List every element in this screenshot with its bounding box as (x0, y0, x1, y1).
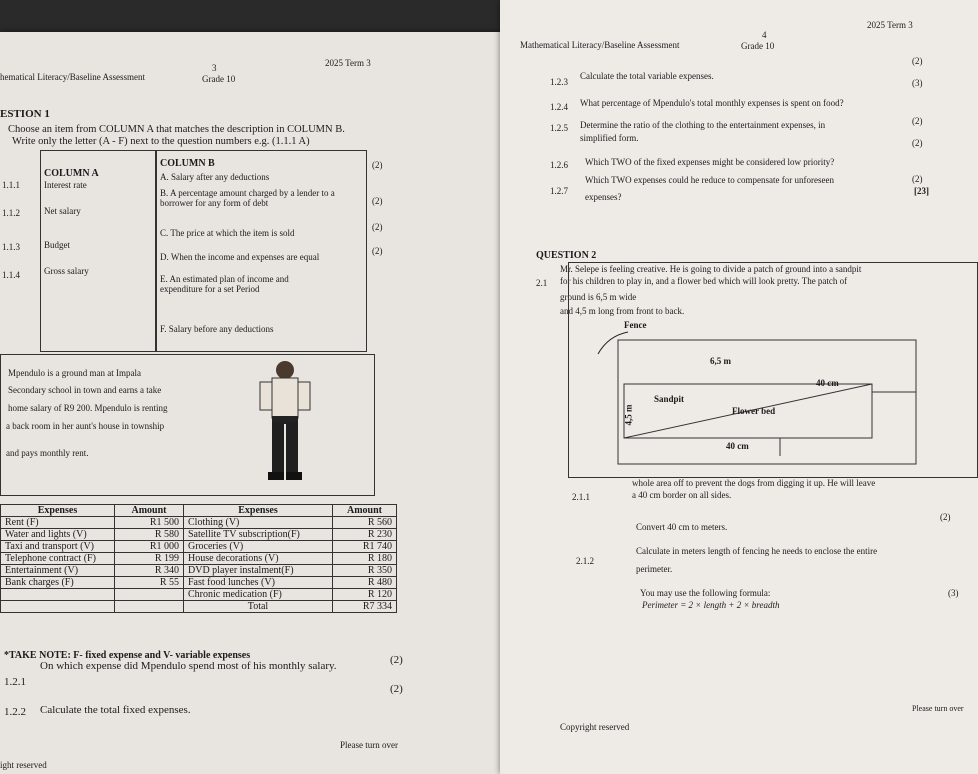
q114-marks: (2) (372, 246, 383, 256)
q126-number: 1.2.6 (550, 160, 568, 170)
q127-text: Which TWO expenses could he reduce to compensate for unforeseen (585, 175, 834, 185)
fence-label: Fence (624, 320, 647, 330)
total-value: R7 334 (333, 601, 397, 613)
expenses-header-left: Expenses (1, 505, 115, 517)
expense-groceries: Groceries (V) (184, 541, 333, 553)
left-footer-copyright: ight reserved (0, 760, 47, 770)
amount-water: R 580 (115, 529, 184, 541)
story-line-5: and pays monthly rent. (6, 448, 89, 458)
col-b-item-f: F. Salary before any deductions (160, 324, 274, 334)
story-line-1: Mpendulo is a ground man at Impala (8, 368, 141, 378)
left-footer-turn-over: Please turn over (340, 740, 398, 750)
right-page (500, 0, 978, 774)
q212-marks: (3) (948, 588, 959, 598)
q127-text-2: expenses? (585, 192, 622, 202)
q211-marks: (2) (940, 512, 951, 522)
q122-text: Calculate the total fixed expenses. (40, 704, 191, 716)
amount-decorations: R 180 (333, 553, 397, 565)
right-header-page-number: 4 (762, 30, 767, 40)
q123-text: Calculate the total variable expenses. (580, 71, 714, 81)
left-page (0, 32, 520, 774)
right-footer-turn-over: Please turn over (912, 704, 964, 713)
expenses-table (0, 504, 397, 613)
q111-number: 1.1.1 (2, 180, 20, 190)
q113-marks: (2) (372, 222, 383, 232)
q211-subquestion: Convert 40 cm to meters. (636, 522, 728, 532)
amount-groceries: R1 740 (333, 541, 397, 553)
amount-dvd: R 350 (333, 565, 397, 577)
left-header-subject: hematical Literacy/Baseline Assessment (0, 72, 145, 82)
table-row (1, 529, 397, 541)
q111-col-b: A. Salary after any deductions (160, 172, 270, 182)
q121-text: On which expense did Mpendulo spend most of his monthly salary. (40, 660, 337, 672)
right-footer-copyright: Copyright reserved (560, 722, 630, 732)
q212-number: 2.1.2 (576, 556, 594, 566)
table-row (1, 517, 397, 529)
expense-rent: Rent (F) (1, 517, 115, 529)
expense-taxi: Taxi and transport (V) (1, 541, 115, 553)
sandpit-label: Sandpit (654, 394, 685, 404)
story-line-3: home salary of R9 200. Mpendulo is renting (8, 403, 168, 413)
q125-number: 1.2.5 (550, 123, 568, 133)
expense-telephone: Telephone contract (F) (1, 553, 115, 565)
right-header-subject: Mathematical Literacy/Baseline Assessment (520, 40, 680, 50)
amount-bank: R 55 (115, 577, 184, 589)
total-label: Total (184, 601, 333, 613)
expense-bank: Bank charges (F) (1, 577, 115, 589)
left-header-term: 2025 Term 3 (325, 58, 371, 68)
column-b-heading: COLUMN B (160, 158, 215, 169)
formula-intro: You may use the following formula: (640, 588, 771, 598)
amount-rent: R1 500 (115, 517, 184, 529)
expense-medication: Chronic medication (F) (184, 589, 333, 601)
q212-line-1: Calculate in meters length of fencing he needs to enclose the entire (636, 546, 878, 556)
q113-number: 1.1.3 (2, 242, 20, 252)
q11-instruction-1: Choose an item from COLUMN A that matches the description in COLUMN B. (8, 124, 345, 135)
table-row (1, 601, 397, 613)
q112-col-a: Net salary (44, 206, 81, 216)
q124-marks: (2) (912, 116, 923, 126)
q211-number: 2.1.1 (572, 492, 590, 502)
q123-number: 1.2.3 (550, 77, 568, 87)
q111-marks: (2) (372, 160, 383, 170)
amount-telephone: R 199 (115, 553, 184, 565)
q114-col-a: Gross salary (44, 266, 89, 276)
carryover-marks: (2) (912, 56, 923, 66)
q124-number: 1.2.4 (550, 102, 568, 112)
story-line-4: a back room in her aunt's house in township (6, 421, 165, 431)
border-right-label: 40 cm (816, 378, 839, 388)
q124-text: What percentage of Mpendulo's total monthly expenses is spent on food? (580, 98, 844, 108)
q126-text: Which TWO of the fixed expenses might be considered low priority? (585, 157, 835, 167)
amount-header-right: Amount (333, 505, 397, 517)
q127-number: 1.2.7 (550, 186, 568, 196)
groundsman-illustration-icon (250, 358, 320, 486)
right-header-grade: Grade 10 (741, 41, 775, 51)
table-row (1, 577, 397, 589)
amount-satellite: R 230 (333, 529, 397, 541)
q112-marks: (2) (372, 196, 383, 206)
q125-marks: (2) (912, 138, 923, 148)
table-row (1, 565, 397, 577)
expense-satellite: Satellite TV subscription(F) (184, 529, 333, 541)
expense-dvd: DVD player instalment(F) (184, 565, 333, 577)
flower-bed-label: Flower bed (732, 406, 776, 416)
section-title: ESTION 1 (0, 108, 50, 120)
q21-line-3: ground is 6,5 m wide (560, 292, 637, 302)
column-a-heading: COLUMN A (44, 168, 99, 179)
expense-clothing: Clothing (V) (184, 517, 333, 529)
table-row (1, 589, 397, 601)
amount-clothing: R 560 (333, 517, 397, 529)
table-row (1, 553, 397, 565)
q114-number: 1.1.4 (2, 270, 20, 280)
q212-line-2: perimeter. (636, 564, 673, 574)
q121-marks: (2) (390, 654, 403, 666)
amount-medication: R 120 (333, 589, 397, 601)
q211-line-1: whole area off to prevent the dogs from digging it up. He will leave (632, 478, 876, 488)
q122-number: 1.2.2 (4, 706, 26, 718)
q122-marks: (2) (390, 683, 403, 695)
perimeter-formula: Perimeter = 2 × length + 2 × breadth (642, 600, 780, 610)
garden-diagram (568, 314, 976, 474)
q123-marks: (3) (912, 78, 923, 88)
table-row (1, 541, 397, 553)
q112-col-b: B. A percentage amount charged by a lender to a borrower for any form of debt (160, 188, 335, 208)
q125-text: Determine the ratio of the clothing to the entertainment expenses, in (580, 120, 826, 130)
expense-water: Water and lights (V) (1, 529, 115, 541)
amount-entertainment: R 340 (115, 565, 184, 577)
q113-col-a: Budget (44, 240, 70, 250)
border-bottom-label: 40 cm (726, 441, 749, 451)
q125-text-2: simplified form. (580, 133, 639, 143)
question2-title: QUESTION 2 (536, 250, 597, 261)
right-header-term: 2025 Term 3 (867, 20, 913, 30)
left-header-page-number: 3 (212, 63, 217, 73)
take-note: *TAKE NOTE: F- fixed expense and V- variable expenses (4, 650, 251, 661)
q126-marks: (2) (912, 174, 923, 184)
expenses-header-right: Expenses (184, 505, 333, 517)
q114-col-b: D. When the income and expenses are equal (160, 252, 320, 262)
q21-number: 2.1 (536, 278, 548, 288)
q21-line-2: for his children to play in, and a flower bed which will look pretty. The patch of (560, 276, 848, 286)
height-label: 4,5 m (623, 404, 634, 426)
amount-header-left: Amount (115, 505, 184, 517)
amount-fastfood: R 480 (333, 577, 397, 589)
q111-col-a: Interest rate (44, 180, 87, 190)
left-header-grade: Grade 10 (202, 74, 236, 84)
q21-line-1: Mr. Selepe is feeling creative. He is going to divide a patch of ground into a sandpit (560, 264, 862, 274)
expense-fastfood: Fast food lunches (V) (184, 577, 333, 589)
q21-line-4: and 4,5 m long from front to back. (560, 306, 685, 316)
width-label: 6,5 m (710, 356, 731, 366)
col-b-item-e: E. An estimated plan of income and expenditure for a set Period (160, 274, 289, 294)
q211-line-2: a 40 cm border on all sides. (632, 490, 732, 500)
expense-entertainment: Entertainment (V) (1, 565, 115, 577)
q113-col-b: C. The price at which the item is sold (160, 228, 295, 238)
story-line-2: Secondary school in town and earns a take (8, 385, 162, 395)
question1-total-marks: [23] (914, 186, 929, 196)
expense-decorations: House decorations (V) (184, 553, 333, 565)
q11-instruction-2: Write only the letter (A - F) next to the question numbers e.g. (1.1.1 A) (12, 136, 310, 147)
q112-number: 1.1.2 (2, 208, 20, 218)
amount-taxi: R1 000 (115, 541, 184, 553)
q121-number: 1.2.1 (4, 676, 26, 688)
